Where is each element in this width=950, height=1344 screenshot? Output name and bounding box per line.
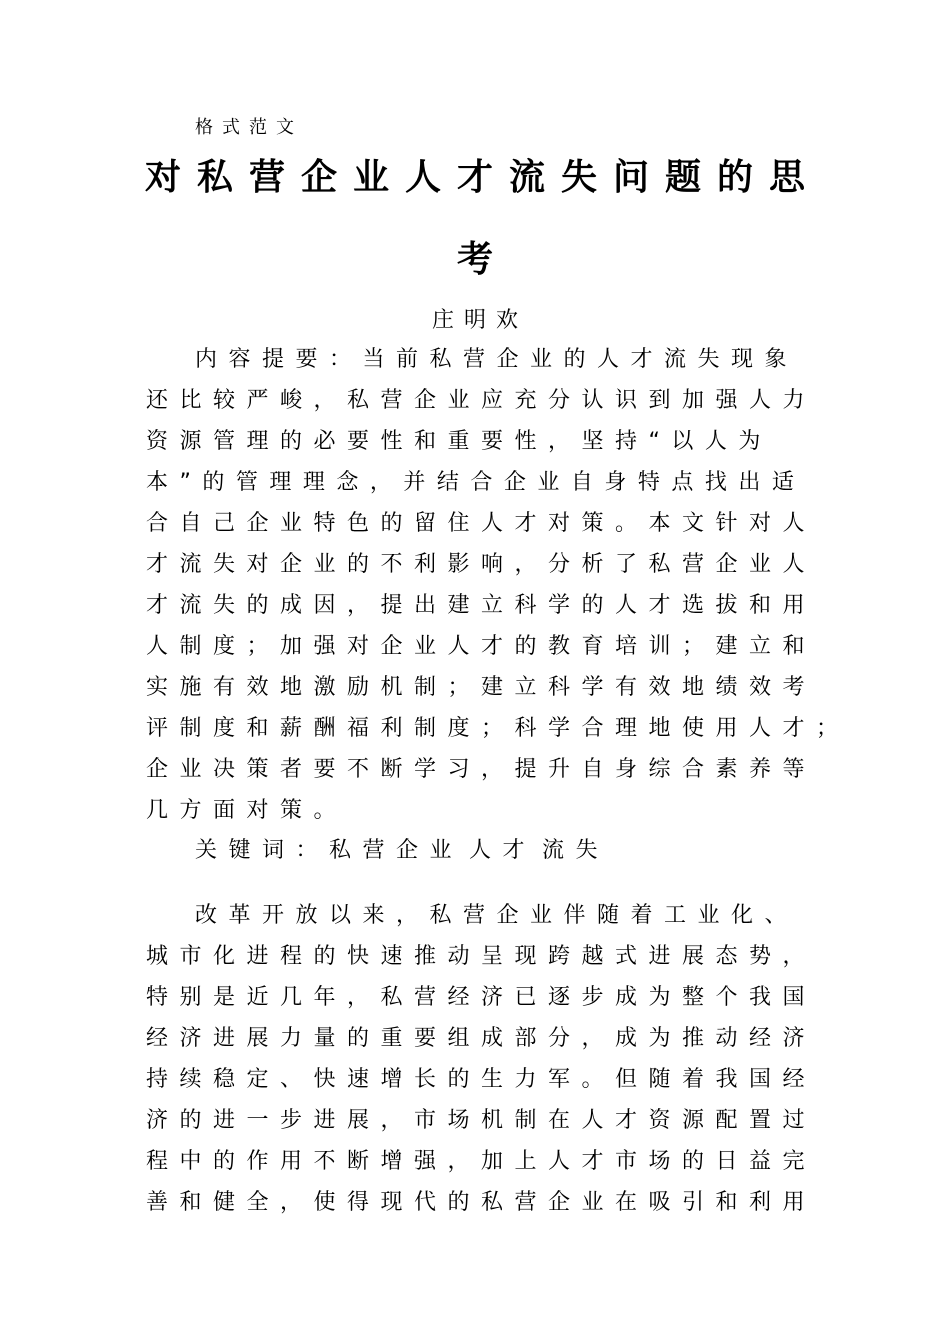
- body-line: 济的进一步进展，市场机制在人才资源配置过: [146, 1108, 817, 1133]
- body-line: 善和健全，使得现代的私营企业在吸引和利用: [146, 1190, 817, 1215]
- abstract-line: 才流失的成因，提出建立科学的人才选拔和用: [146, 593, 817, 618]
- abstract-line: 企业决策者要不断学习，提升自身综合素养等: [146, 757, 817, 782]
- keyword: 人才: [469, 838, 537, 863]
- body-line: 经济进展力量的重要组成部分，成为推动经济: [146, 1026, 817, 1051]
- document-category-label: 格式范文: [195, 117, 303, 138]
- abstract-line: 几方面对策。: [146, 798, 348, 823]
- abstract-line: 合自己企业特色的留住人才对策。本文针对人: [146, 511, 817, 536]
- abstract-line: 评制度和薪酬福利制度；科学合理地使用人才；: [146, 716, 850, 741]
- body-line: 改革开放以来，私营企业伴随着工业化、: [195, 903, 799, 928]
- keyword: 流失: [542, 838, 610, 863]
- author-name: 庄明欢: [431, 308, 528, 333]
- body-line: 程中的作用不断增强，加上人才市场的日益完: [146, 1149, 817, 1174]
- body-line: 特别是近几年，私营经济已逐步成为整个我国: [146, 985, 817, 1010]
- keywords-line: [195, 837, 609, 865]
- abstract-line: 还比较严峻，私营企业应充分认识到加强人力: [146, 388, 817, 413]
- body-line: 持续稳定、快速增长的生力军。但随着我国经: [146, 1067, 817, 1092]
- abstract-line: 资源管理的必要性和重要性，坚持“以人为: [146, 429, 772, 454]
- keywords-label: 关键词：: [195, 838, 330, 863]
- abstract-line: 人制度；加强对企业人才的教育培训；建立和: [146, 634, 817, 659]
- abstract-line: 才流失对企业的不利影响，分析了私营企业人: [146, 552, 817, 577]
- abstract-line: 实施有效地激励机制；建立科学有效地绩效考: [146, 675, 817, 700]
- abstract-line: 本”的管理理念，并结合企业自身特点找出适: [146, 470, 806, 495]
- keyword: 私营企业: [329, 838, 464, 863]
- body-line: 城市化进程的快速推动呈现跨越式进展态势，: [146, 944, 817, 969]
- abstract-line: 内容提要：当前私营企业的人才流失现象: [195, 347, 799, 372]
- document-title-line-2: 考: [456, 239, 509, 280]
- document-title-line-1: 对私营企业人才流失问题的思: [144, 157, 821, 198]
